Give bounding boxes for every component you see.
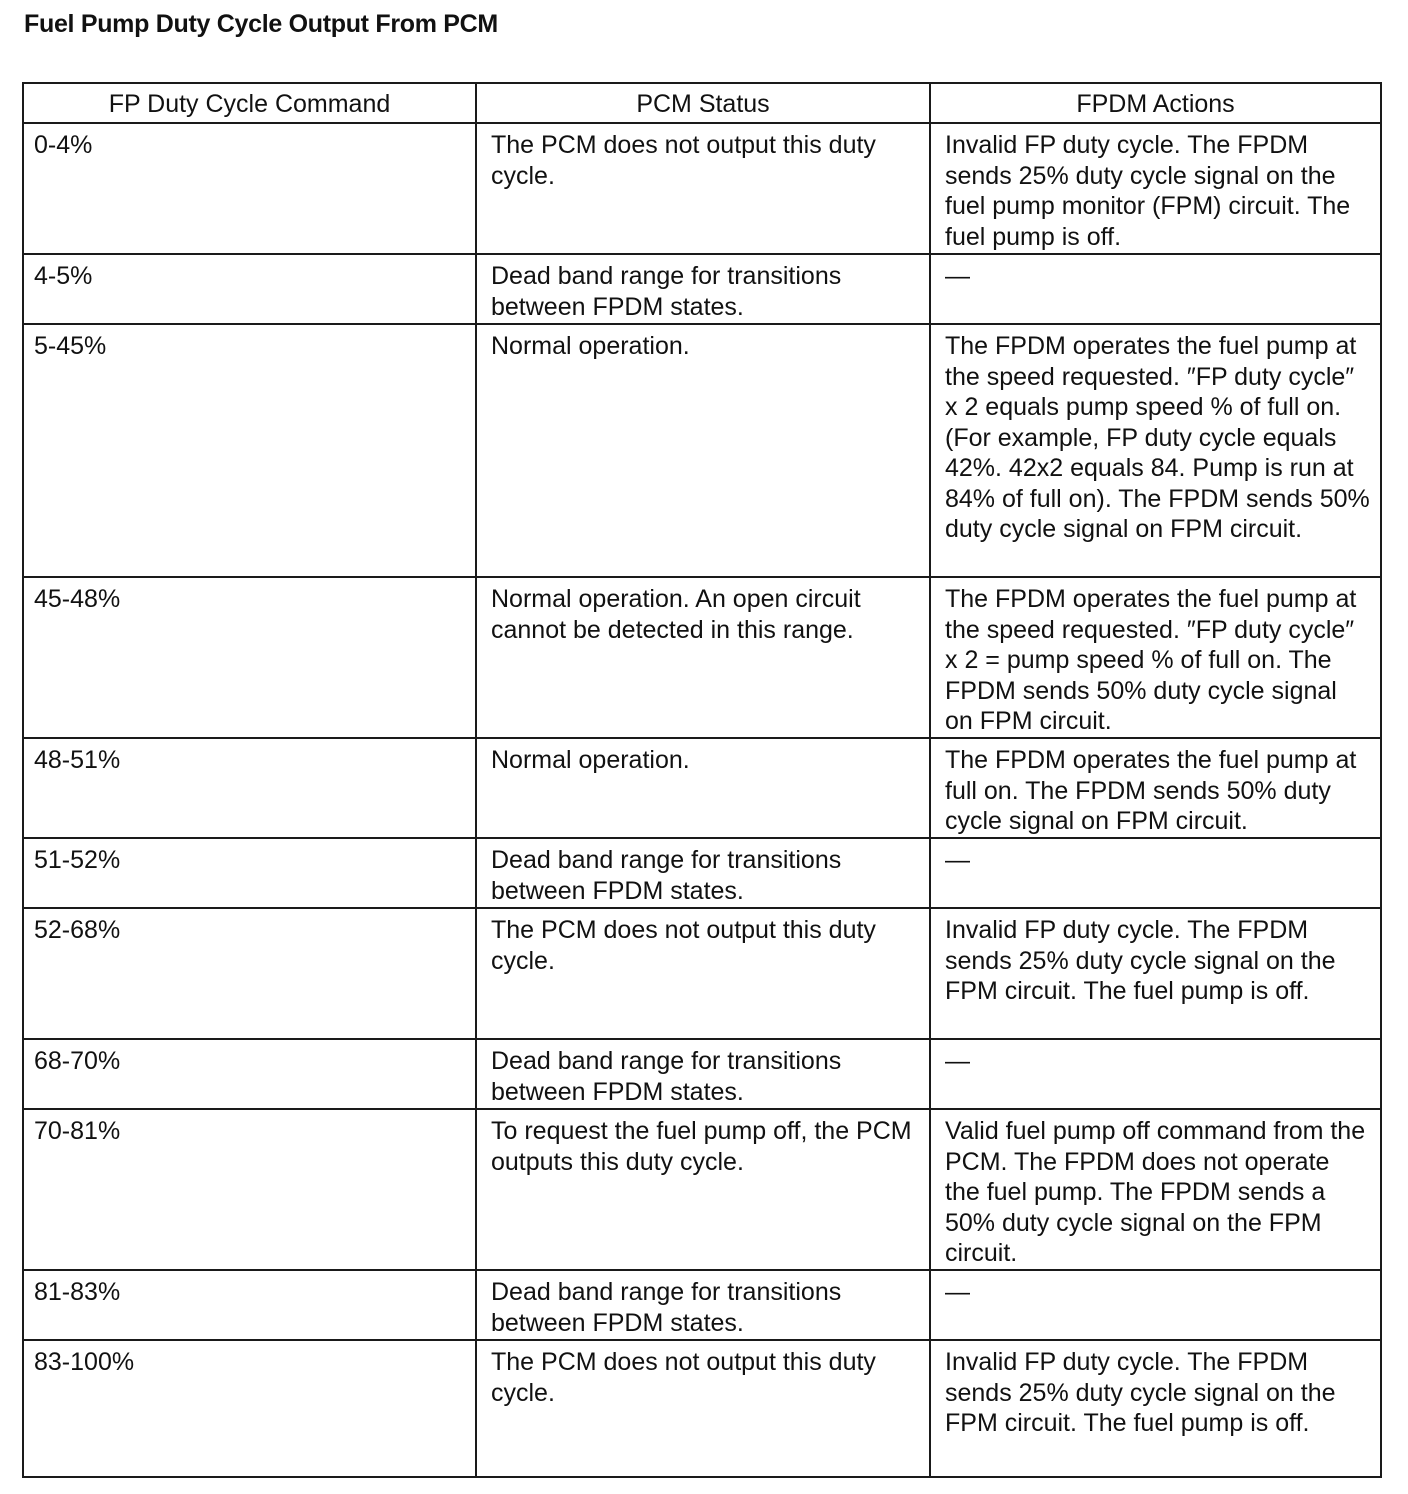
cell-duty-cycle: 0-4% [23,123,476,254]
cell-fpdm-actions: — [930,1270,1381,1340]
table-row [23,1340,1381,1477]
cell-fpdm-actions: — [930,838,1381,908]
duty-cycle-table [22,82,1382,1478]
cell-pcm-status: Normal operation. [476,738,930,838]
table-row [23,577,1381,738]
cell-fpdm-actions: The FPDM operates the fuel pump at full on. The FPDM sends 50% duty cycle signal on FPM circuit. [930,738,1381,838]
duty-cycle-table-container [22,82,1380,1478]
column-header-pcm-status: PCM Status [476,83,930,123]
cell-duty-cycle: 83-100% [23,1340,476,1477]
cell-duty-cycle: 5-45% [23,324,476,577]
cell-pcm-status: The PCM does not output this duty cycle. [476,1340,930,1477]
table-row [23,1039,1381,1109]
table-row [23,738,1381,838]
cell-pcm-status: Dead band range for transitions between FPDM states. [476,1270,930,1340]
cell-fpdm-actions: The FPDM operates the fuel pump at the speed requested. ″FP duty cycle″ x 2 equals pump speed % of full on. (For example, FP duty cycle equals 42%. 42x2 equals 84. Pump is run at 84% of full on). The FPDM sends 50% duty cycle signal on FPM circuit. [930,324,1381,577]
cell-duty-cycle: 70-81% [23,1109,476,1270]
cell-pcm-status: Dead band range for transitions between FPDM states. [476,254,930,324]
cell-fpdm-actions: Valid fuel pump off command from the PCM. The FPDM does not operate the fuel pump. The FPDM sends a 50% duty cycle signal on the FPM circuit. [930,1109,1381,1270]
cell-pcm-status: The PCM does not output this duty cycle. [476,123,930,254]
table-row [23,838,1381,908]
cell-duty-cycle: 4-5% [23,254,476,324]
cell-fpdm-actions: The FPDM operates the fuel pump at the speed requested. ″FP duty cycle″ x 2 = pump speed % of full on. The FPDM sends 50% duty cycle signal on FPM circuit. [930,577,1381,738]
table-row [23,908,1381,1039]
cell-pcm-status: To request the fuel pump off, the PCM outputs this duty cycle. [476,1109,930,1270]
cell-pcm-status: The PCM does not output this duty cycle. [476,908,930,1039]
cell-duty-cycle: 45-48% [23,577,476,738]
column-header-command: FP Duty Cycle Command [23,83,476,123]
table-row [23,1109,1381,1270]
page-title: Fuel Pump Duty Cycle Output From PCM [24,10,498,38]
cell-fpdm-actions: — [930,1039,1381,1109]
cell-pcm-status: Dead band range for transitions between FPDM states. [476,1039,930,1109]
cell-fpdm-actions: Invalid FP duty cycle. The FPDM sends 25% duty cycle signal on the fuel pump monitor (FPM) circuit. The fuel pump is off. [930,123,1381,254]
column-header-fpdm-actions: FPDM Actions [930,83,1381,123]
cell-duty-cycle: 48-51% [23,738,476,838]
cell-pcm-status: Normal operation. An open circuit cannot be detected in this range. [476,577,930,738]
table-row [23,254,1381,324]
cell-pcm-status: Dead band range for transitions between FPDM states. [476,838,930,908]
cell-duty-cycle: 51-52% [23,838,476,908]
table-row [23,1270,1381,1340]
table-row [23,324,1381,577]
table-row [23,123,1381,254]
cell-fpdm-actions: — [930,254,1381,324]
table-body [23,123,1381,1477]
table-header [23,83,1381,123]
cell-fpdm-actions: Invalid FP duty cycle. The FPDM sends 25% duty cycle signal on the FPM circuit. The fuel pump is off. [930,908,1381,1039]
cell-duty-cycle: 52-68% [23,908,476,1039]
cell-duty-cycle: 68-70% [23,1039,476,1109]
cell-duty-cycle: 81-83% [23,1270,476,1340]
cell-fpdm-actions: Invalid FP duty cycle. The FPDM sends 25% duty cycle signal on the FPM circuit. The fuel pump is off. [930,1340,1381,1477]
header-row [23,83,1381,123]
cell-pcm-status: Normal operation. [476,324,930,577]
